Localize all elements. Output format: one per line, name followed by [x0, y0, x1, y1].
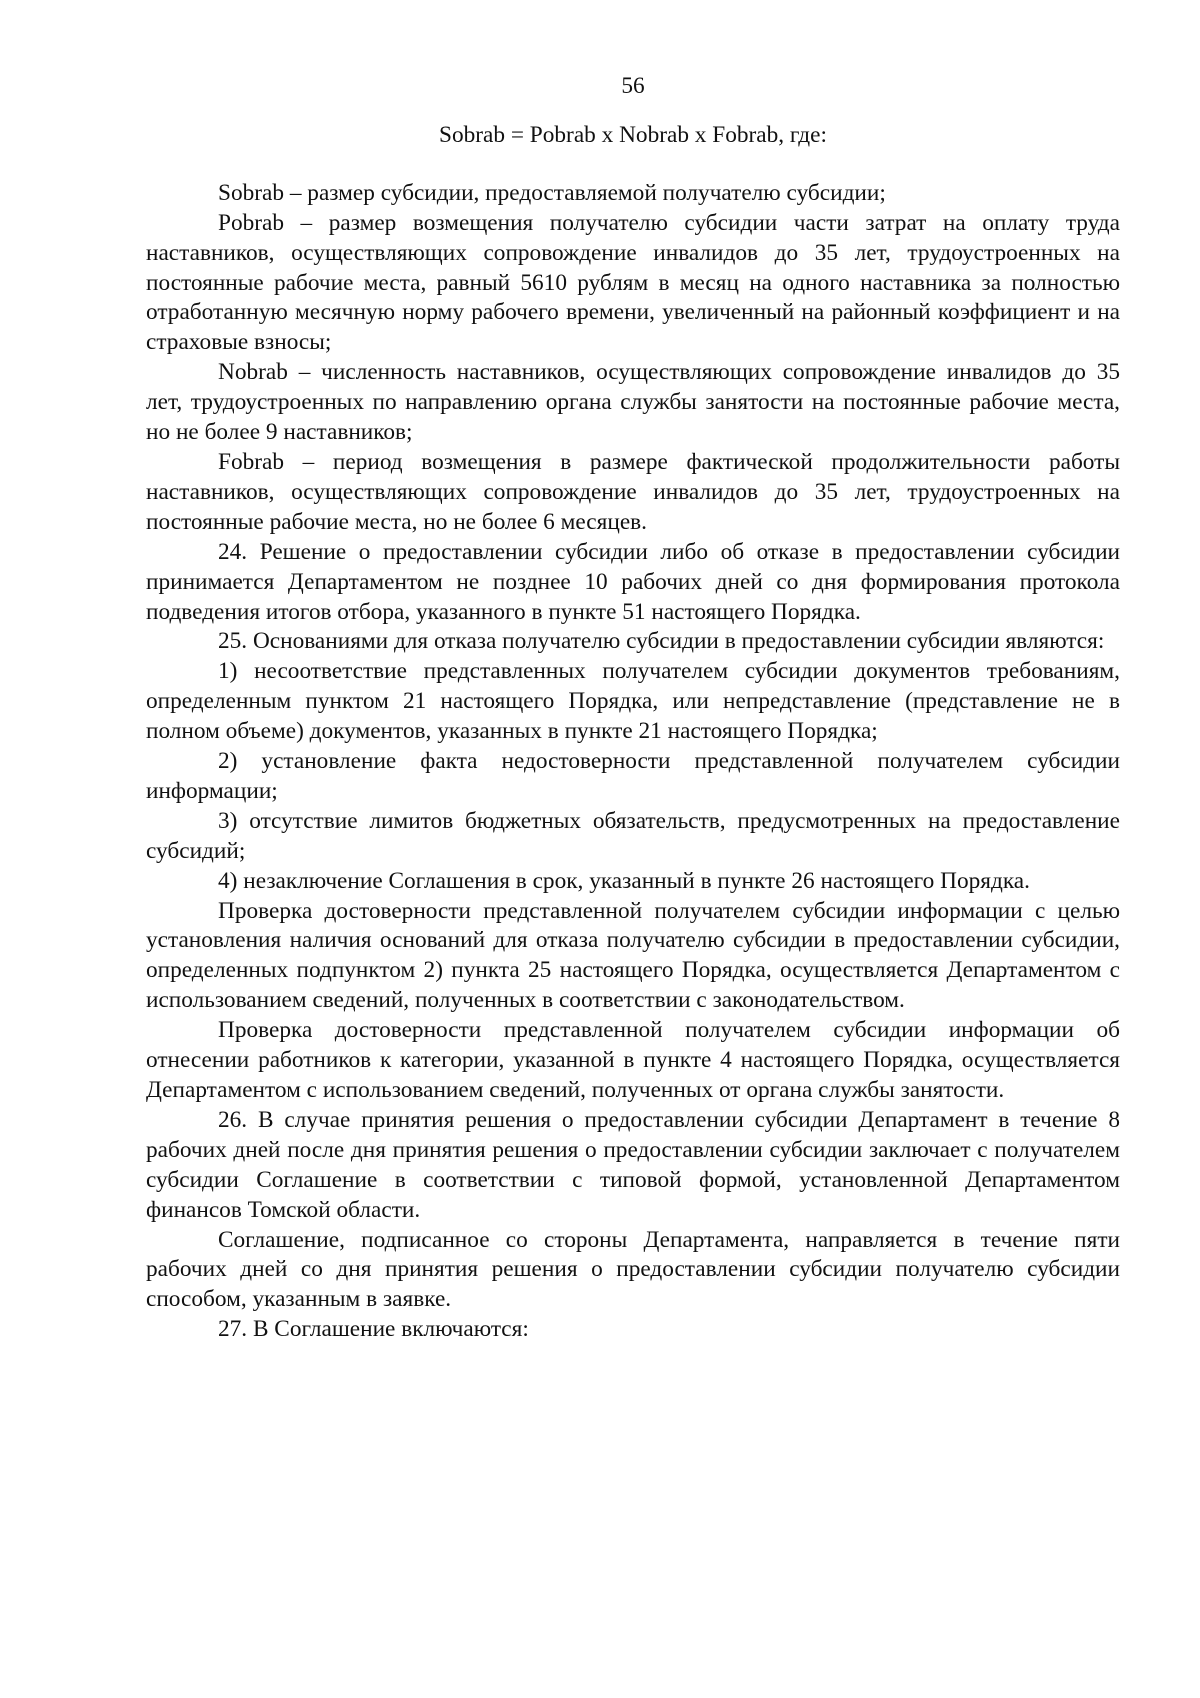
paragraph-verification-2: Проверка достоверности представленной получателем субсидии информации об отнесении работников к категории, указанной в пункте 4 настоящего Порядка, осуществляется Департаментом с использованием сведений, полученных от органа службы занятости.	[146, 1017, 1120, 1103]
page-number: 56	[621, 73, 645, 99]
paragraph-clause-25: 25. Основаниями для отказа получателю субсидии в предоставлении субсидии являются:	[218, 628, 1105, 655]
paragraph-fobrab-definition: Fobrab – период возмещения в размере фактической продолжительности работы наставников, осуществляющих сопровождение инвалидов до 35 лет, трудоустроенных на постоянные рабочие места, но не более 6 месяцев.	[146, 448, 1120, 535]
paragraph-clause-25-item-1: 1) несоответствие представленных получателем субсидии документов требованиям, определенным пунктом 21 настоящего Порядка, или непредставление (представление не в полном объеме) документов, указанных в пункте 21 настоящего Порядка;	[146, 658, 1120, 745]
paragraph-pobrab-definition: Pobrab – размер возмещения получателю субсидии части затрат на оплату труда наставников, осуществляющих сопровождение инвалидов до 35 лет, трудоустроенных на постоянные рабочие места, равный 5610 рублям в месяц на одного наставника за полностью отработанную месячную норму рабочего времени, увеличенный на районный коэффициент и на страховые взносы;	[146, 209, 1120, 356]
paragraph-nobrab-definition: Nobrab – численность наставников, осуществляющих сопровождение инвалидов до 35 лет, трудоустроенных по направлению органа службы занятости на постоянные рабочие места, но не более 9 наставников;	[146, 359, 1120, 446]
paragraph-sobrab-definition: Sobrab – размер субсидии, предоставляемой получателю субсидии;	[218, 179, 886, 206]
paragraph-agreement-delivery: Соглашение, подписанное со стороны Департамента, направляется в течение пяти рабочих дней со дня принятия решения о предоставлении субсидии получателю субсидии способом, указанным в заявке.	[146, 1226, 1120, 1313]
subsidy-formula: Sobrab = Pobrab x Nobrab x Fobrab, где:	[439, 121, 827, 148]
paragraph-clause-25-item-4: 4) незаключение Соглашения в срок, указанный в пункте 26 настоящего Порядка.	[218, 867, 1030, 894]
paragraph-clause-27: 27. В Соглашение включаются:	[218, 1316, 529, 1343]
paragraph-clause-24: 24. Решение о предоставлении субсидии либо об отказе в предоставлении субсидии принимается Департаментом не позднее 10 рабочих дней со дня формирования протокола подведения итогов отбора, указанного в пункте 51 настоящего Порядка.	[146, 538, 1120, 625]
document-page	[146, 72, 1120, 1345]
paragraph-verification-1: Проверка достоверности представленной получателем субсидии информации с целью установления наличия оснований для отказа получателю субсидии в предоставлении субсидии, определенных подпунктом 2) пункта 25 настоящего Порядка, осуществляется Департаментом с использованием сведений, полученных в соответствии с законодательством.	[146, 897, 1120, 1014]
paragraph-clause-25-item-3: 3) отсутствие лимитов бюджетных обязательств, предусмотренных на предоставление субсидий;	[146, 807, 1120, 864]
paragraph-clause-26: 26. В случае принятия решения о предоставлении субсидии Департамент в течение 8 рабочих дней после дня принятия решения о предоставлении субсидии заключает с получателем субсидии Соглашение в соответствии с типовой формой, установленной Департаментом финансов Томской области.	[146, 1106, 1120, 1223]
paragraph-clause-25-item-2: 2) установление факта недостоверности представленной получателем субсидии информации;	[146, 748, 1120, 804]
